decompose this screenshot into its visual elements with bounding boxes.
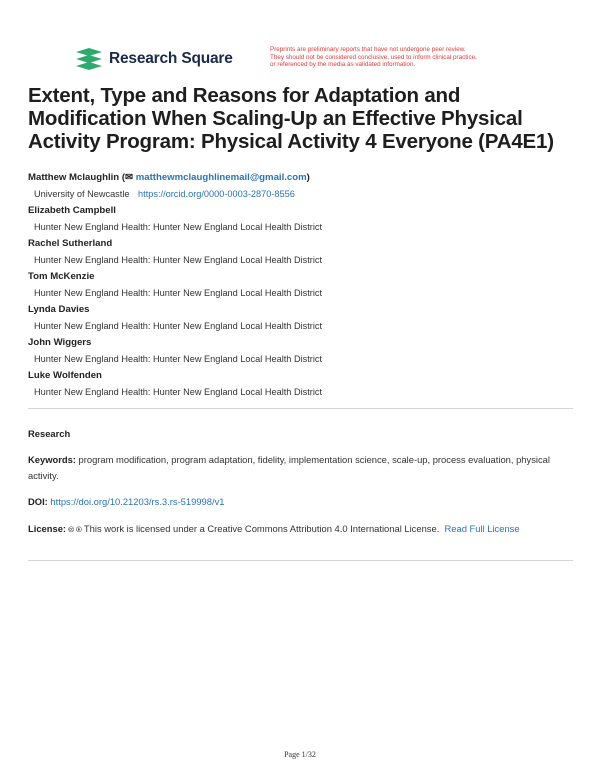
author-affiliation: Hunter New England Health: Hunter New England Local Health District xyxy=(34,387,323,397)
author-entry xyxy=(28,335,573,368)
author-affiliation: Hunter New England Health: Hunter New England Local Health District xyxy=(34,255,323,265)
author-entry xyxy=(28,302,573,335)
corresponding-email[interactable]: (✉ matthewmclaughlinemail@gmail.com) xyxy=(121,172,310,183)
doi xyxy=(28,494,573,510)
page-number: Page 1/32 xyxy=(284,750,316,759)
header xyxy=(76,46,576,74)
author-name: Rachel Sutherland xyxy=(28,238,113,249)
read-full-license-link[interactable]: Read Full License xyxy=(444,523,520,534)
author-entry xyxy=(28,368,573,401)
keywords xyxy=(28,452,573,484)
divider xyxy=(28,560,573,561)
author-name: Luke Wolfenden xyxy=(28,370,102,381)
author-name: Tom McKenzie xyxy=(28,271,95,282)
keywords-text: program modification, program adaptation, fidelity, implementation science, scale-up, process evaluation, physical activity. xyxy=(28,454,550,481)
author-list xyxy=(28,170,573,401)
article-type: Research xyxy=(28,428,71,439)
license-text: This work is licensed under a Creative Commons Attribution 4.0 International License. xyxy=(83,523,440,534)
author-name: John Wiggers xyxy=(28,337,92,348)
author-name: Lynda Davies xyxy=(28,304,90,315)
research-square-logo-icon xyxy=(76,48,102,70)
keywords-label: Keywords: xyxy=(28,454,76,465)
author-name: Matthew Mclaughlin (✉ matthewmclaughlinemail@gmail.com) xyxy=(28,172,310,183)
author-affiliation: Hunter New England Health: Hunter New England Local Health District xyxy=(34,222,323,232)
author-affiliation: University of Newcastle https://orcid.org/0000-0003-2870-8556 xyxy=(34,189,295,199)
brand-name: Research Square xyxy=(109,50,233,67)
doi-label: DOI: xyxy=(28,496,48,507)
author-name: Elizabeth Campbell xyxy=(28,205,116,216)
preprint-disclaimer: Preprints are preliminary reports that have not undergone peer review. They should not be considered conclusive, used to inform clinical practice, or referenced by the media as validated information. xyxy=(270,46,477,69)
research-square-logo[interactable] xyxy=(76,48,233,70)
author-affiliation: Hunter New England Health: Hunter New England Local Health District xyxy=(34,288,323,298)
doi-link[interactable]: https://doi.org/10.21203/rs.3.rs-519998/v1 xyxy=(50,496,225,507)
author-entry xyxy=(28,236,573,269)
paper-title: Extent, Type and Reasons for Adaptation and Modification When Scaling-Up an Effective Physical Activity Program: Physical Activity 4 Everyone (PA4E1) xyxy=(28,84,554,153)
orcid-link[interactable]: https://orcid.org/0000-0003-2870-8556 xyxy=(138,189,295,199)
envelope-icon: ✉ xyxy=(125,172,134,183)
author-entry xyxy=(28,170,573,203)
license xyxy=(28,521,573,537)
cc-by-icon: 🅭 🅯 xyxy=(68,524,82,534)
author-entry xyxy=(28,269,573,302)
divider xyxy=(28,408,573,409)
author-affiliation: Hunter New England Health: Hunter New England Local Health District xyxy=(34,354,323,364)
author-affiliation: Hunter New England Health: Hunter New England Local Health District xyxy=(34,321,323,331)
license-label: License: xyxy=(28,523,67,534)
author-entry xyxy=(28,203,573,236)
